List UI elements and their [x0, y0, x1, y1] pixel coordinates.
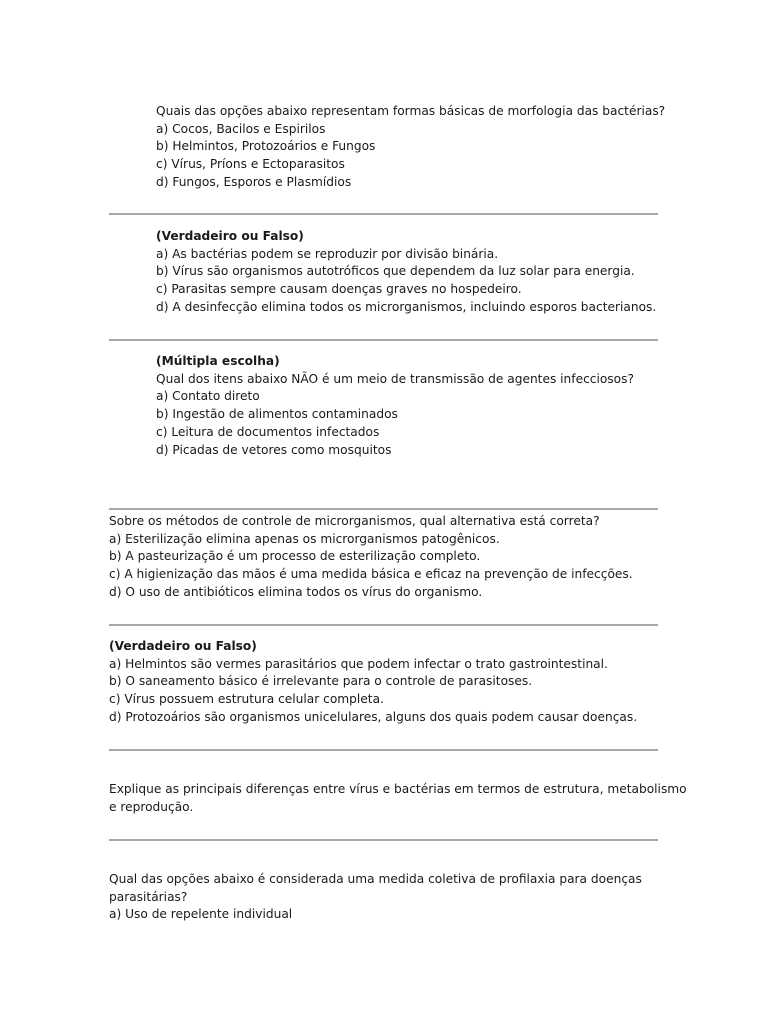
question-3-option-c: c) Leitura de documentos infectados [156, 424, 380, 439]
question-7-line-2: parasitárias? [109, 889, 188, 904]
question-1-option-b: b) Helmintos, Protozoários e Fungos [156, 139, 376, 154]
question-3-option-b: b) Ingestão de alimentos contaminados [156, 407, 398, 422]
question-2-option-b: b) Vírus são organismos autotróficos que dependem da luz solar para energia. [156, 264, 635, 279]
question-5-option-b: b) O saneamento básico é irrelevante para o controle de parasitoses. [109, 674, 533, 689]
question-1-text: Quais das opções abaixo representam formas básicas de morfologia das bactérias? [156, 104, 666, 118]
question-2-option-d: d) A desinfecção elimina todos os microrganismos, incluindo esporos bacterianos. [156, 299, 657, 314]
question-5-option-d: d) Protozoários são organismos unicelulares, alguns dos quais podem causar doenças. [109, 709, 638, 724]
question-3-tag: (Múltipla escolha) [156, 354, 280, 368]
divider-1 [109, 213, 658, 215]
question-2-tag: (Verdadeiro ou Falso) [156, 229, 304, 243]
question-4-option-c: c) A higienização das mãos é uma medida básica e eficaz na prevenção de infecções. [109, 567, 633, 582]
question-4 [109, 513, 633, 602]
question-5 [109, 638, 637, 727]
divider-3 [109, 508, 658, 510]
question-4-option-d: d) O uso de antibióticos elimina todos os vírus do organismo. [109, 584, 483, 599]
question-7-line-1: Qual das opções abaixo é considerada uma medida coletiva de profilaxia para doenças [109, 872, 642, 886]
question-4-option-b: b) A pasteurização é um processo de esterilização completo. [109, 549, 481, 564]
question-6-line-2: e reprodução. [109, 799, 194, 814]
question-1-option-a: a) Cocos, Bacilos e Espirilos [156, 121, 326, 136]
question-4-text: Sobre os métodos de controle de microrganismos, qual alternativa está correta? [109, 514, 600, 528]
question-6 [109, 781, 687, 816]
question-1-option-c: c) Vírus, Príons e Ectoparasitos [156, 157, 345, 172]
question-5-option-c: c) Vírus possuem estrutura celular completa. [109, 692, 384, 707]
question-5-tag: (Verdadeiro ou Falso) [109, 639, 257, 653]
question-6-line-1: Explique as principais diferenças entre vírus e bactérias em termos de estrutura, metabolismo [109, 782, 687, 796]
divider-2 [109, 339, 658, 341]
question-3 [156, 353, 634, 459]
question-2-option-c: c) Parasitas sempre causam doenças graves no hospedeiro. [156, 282, 522, 297]
question-3-text: Qual dos itens abaixo NÃO é um meio de transmissão de agentes infecciosos? [156, 371, 634, 386]
question-7 [109, 871, 642, 924]
question-3-option-d: d) Picadas de vetores como mosquitos [156, 442, 392, 457]
question-2-option-a: a) As bactérias podem se reproduzir por divisão binária. [156, 246, 499, 261]
question-4-option-a: a) Esterilização elimina apenas os microrganismos patogênicos. [109, 531, 500, 546]
divider-4 [109, 624, 658, 626]
question-2 [156, 228, 656, 317]
question-1 [156, 103, 665, 192]
divider-5 [109, 749, 658, 751]
question-3-option-a: a) Contato direto [156, 389, 260, 404]
question-1-option-d: d) Fungos, Esporos e Plasmídios [156, 174, 352, 189]
question-7-option-a: a) Uso de repelente individual [109, 907, 293, 922]
divider-6 [109, 839, 658, 841]
question-5-option-a: a) Helmintos são vermes parasitários que podem infectar o trato gastrointestinal. [109, 656, 608, 671]
